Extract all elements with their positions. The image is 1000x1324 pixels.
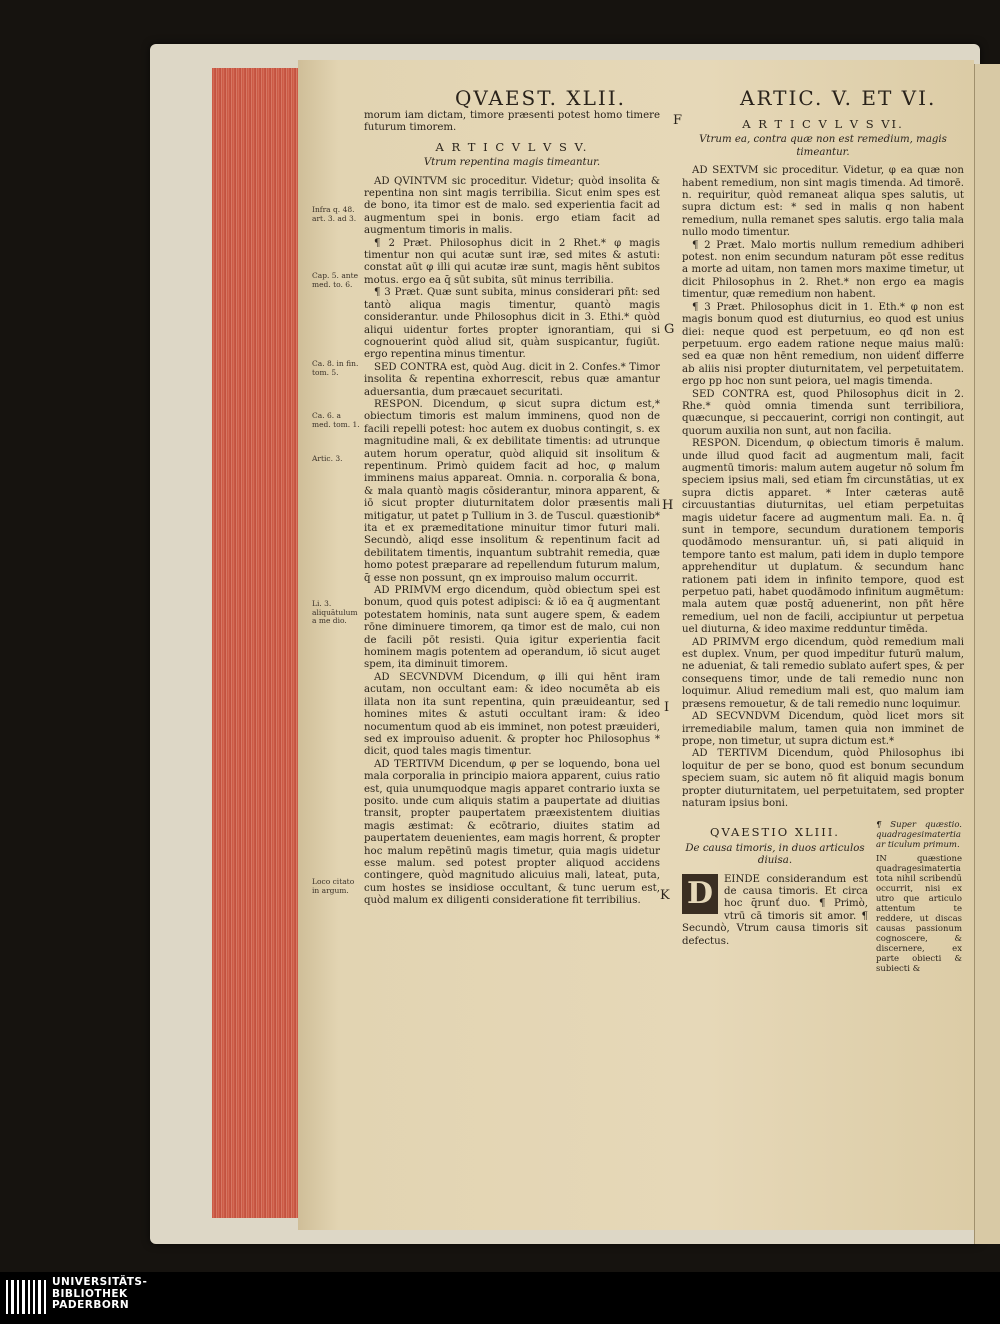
paragraph: AD SECVNDVM Dicendum, φ illi qui hēnt iram acutam, non occultant eam: & ideo nocumēta ab eis illata non ita sunt repentina, quin præuideantur, sed homines mites & astuti occultant iram: & ideo nocumentum quod ab eis imminet, non potest præuideri, sed ex improuiso aduenit. & propter hoc Philosophus * dicit, quod tales magis timentur. xyxy=(364,671,660,758)
article-title: Vtrum ea, contra quæ non est remedium, magis timeantur. xyxy=(699,134,947,158)
paragraph: AD PRIMVM ergo dicendum, quòd remedium mali est duplex. Vnum, per quod impeditur futurū malum, ne adueniat, & tali remedio sublato aufert spes, & per consequens timor, unde de tali remedio nunc non loquimur. Aliud remedium mali est, quo malum iam præsens remouetur, & de tali remedio nunc loquimur. xyxy=(682,636,964,710)
side-letter: H xyxy=(662,498,674,513)
library-name-line: BIBLIOTHEK xyxy=(52,1287,128,1300)
question-title: De causa timoris, in duos articulos diuisa. xyxy=(685,842,865,867)
paragraph: ¶ 3 Præt. Quæ sunt subita, minus considerari pñt: sed tantò aliqua magis timentur, quantò magis considerantur. unde Philosophus dicit in 3. Ethi.* quòd aliqui uidentur fortes propter ignorantiam, qui si cognouerint quòd aliud sit, quàm suspicantur, fugiūt. ergo repentina minus timentur. xyxy=(364,287,660,361)
right-column xyxy=(682,112,964,1222)
paragraph: AD SECVNDVM Dicendum, quòd licet mors sit irremediabile malum, tamen quia non imminet de prope, non timetur, ut supra dictum est.* xyxy=(682,711,964,747)
paragraph: AD QVINTVM sic proceditur. Videtur; quòd insolita & repentina non sint magis terribilia. Sicut enim spes est de bono, ita timor est de malo. sed experientia facit ad augmentum spei in bonis. ergo etiam facit ad augmentum timoris in malis. xyxy=(364,175,660,237)
commentary-head: ¶ Super quæstio. quadragesimatertia ar ticulum primum. xyxy=(876,820,962,851)
margin-note: Artic. 3. xyxy=(312,454,343,463)
question-text: EINDE considerandum est de causa timoris. Et circa hoc q̄runť duo. ¶ Primò, vtrū cā timoris sit amor. ¶ Secundò, Vtrum causa timoris sit defectus. xyxy=(682,873,868,947)
decorated-initial: D xyxy=(682,874,718,914)
article-title: Vtrum repentina magis timeantur. xyxy=(423,157,601,169)
library-name xyxy=(52,1277,147,1312)
running-head-left: QVAEST. XLII. xyxy=(455,86,627,110)
question-heading: QVAESTIO XLIII. xyxy=(710,825,840,840)
margin-note: Loco citato in argum. xyxy=(312,877,355,895)
paragraph: ¶ 2 Præt. Philosophus dicit in 2 Rhet.* φ magis timentur non qui acutæ sunt iræ, sed mites & astuti: constat aūt φ illi qui acutæ iræ sunt, magis hēnt subitos motus. ergo ea q̄ sūt subita, sūt minus terribilia. xyxy=(364,237,660,286)
margin-note: Infra q. 48. art. 3. ad 3. xyxy=(312,205,357,223)
library-name-line: PADERBORN xyxy=(52,1299,130,1311)
left-column xyxy=(364,110,660,1220)
side-letter: G xyxy=(664,322,675,337)
question-main xyxy=(682,820,868,974)
paragraph: AD TERTIVM Dicendum, quòd Philosophus ibi loquitur de per se bono, quod est bonum secundum speciem suam, sic autem nō fit aliquid magis bonum propter diuturnitatem, uel perpetuitatem, sed propter naturam ipsius boni. xyxy=(682,748,964,809)
commentary-note xyxy=(876,820,962,974)
side-letter: F xyxy=(673,113,683,128)
paragraph: RESPON. Dicendum, φ obiectum timoris ē malum. unde illud quod facit ad augmentum mali, facit augmentū timoris: malum autem augetur nō solum f̄m speciem ipsius mali, sed etiam f̄m circunstātias, ut ex supra dictis apparet. * Inter cæteras autē circuustantias diuturnitas, uel etiam perpetuitas magis uidetur facere ad augmentum mali. Ea. n. q̄ sunt in tempore, secundum durationem temporis quodāmodo mensurantur. un̄, si pati aliquid in tempore tanto est malum, pati idem in duplo tempore apprehenditur ut duplatum. & secundum hanc rationem pati idem in infinito tempore, quod est perpetuo pati, habet quodāmodo infinitum augmētum: mala autem quæ postq̄ aduenerint, non pñt hēre remedium, uel non de facili, accipiuntur ut perpetua uel diuturna, & ideo maxime redduntur timēda. xyxy=(682,438,964,636)
paragraph: ¶ 2 Præt. Malo mortis nullum remedium adhiberi potest. non enim secundum naturam pōt esse reditus a morte ad uitam, non tamen mors maxime timetur, ut dicit Philosophus in 2. Rhet.* non ergo ea magis timentur, quæ remedium non habent. xyxy=(682,239,964,301)
paragraph: SED CONTRA est, quòd Aug. dicit in 2. Confes.* Timor insolita & repentina exhorrescit, rebus quæ amantur aduersantia, dum præcauet securitati. xyxy=(364,361,660,398)
margin-note: Cap. 5. ante med. to. 6. xyxy=(312,271,359,289)
commentary-text: IN quæstione quadragesimatertia tota nihil scribendū occurrit, nisi ex utro que articulo attentum te reddere, ut discas causas passionum cognoscere, & discernere, ex parte obiecti & subiecti & xyxy=(876,854,962,975)
running-head-right: ARTIC. V. ET VI. xyxy=(740,86,937,110)
margin-note: Ca. 8. in fin. tom. 5. xyxy=(312,359,359,377)
margin-note: Ca. 6. a med. tom. 1. xyxy=(312,411,360,429)
question-section xyxy=(682,820,964,974)
paragraph: AD PRIMVM ergo dicendum, quòd obiectum spei est bonum, quod quis potest adipisci: & iō ea q̄ augmentant potestatem hominis, nata sunt augere spem, & eadem rōne diminuere timorem, qa timor est de malo, cui non de facili pōt resisti. Quia igitur experientia facit hominem magis potentem ad operandum, iō sicut auget spem, ita diminuit timorem. xyxy=(364,585,660,671)
paragraph: RESPON. Dicendum, φ sicut supra dictum est,* obiectum timoris est malum imminens, quod non de facili repelli potest: hoc autem ex duobus contingit, s. ex magnitudine mali, & ex debilitate timentis: ad utrunque autem horum operatur, quòd aliquid sit insolitum & repentinum. Primò quidem facit ad hoc, φ malum imminens maius appareat. Omnia. n. corporalia & bona, & mala quantò magis cōsiderantur, minora apparent, & iō sicut propter diuturnitatem dolor præsentis mali mitigatur, ut patet p Tullium in 3. de Tuscul. quæstionib* ita et ex præmeditatione minuitur timor futuri mali. Secundò, aliqd esse insolitum & repentinum facit ad debilitatem timentis, inquantum subtrahit remedia, quæ homo potest præparare ad repellendum futurum malum, q̄ esse non possunt, qn ex improuiso malum occurrit. xyxy=(364,398,660,584)
library-logo-icon xyxy=(6,1280,46,1314)
paragraph: ¶ 3 Præt. Philosophus dicit in 1. Eth.* φ non est magis bonum quod est diuturnius, eo quod est unius diei: neque quod est perpetuum, eo qđ non est perpetuum. ergo eadem ratione neque maius malū: sed ea quæ non hēnt remedium, non uidenť differre ab aliis nisi propter diuturnitatem, vel perpetuitatem. ergo pp hoc non sunt peiora, uel magis timenda. xyxy=(682,301,964,388)
page-edges xyxy=(212,68,299,1218)
article-heading: A R T I C V L V S VI. xyxy=(742,117,904,131)
facing-page-edge xyxy=(974,64,1000,1244)
library-name-line: UNIVERSITÄTS- xyxy=(52,1276,148,1288)
article-heading: A R T I C V L V S V. xyxy=(435,139,589,154)
intro-text: morum iam dictam, timore præsenti potest homo timere futurum timorem. xyxy=(364,110,660,134)
library-footer xyxy=(0,1272,1000,1324)
paragraph: SED CONTRA est, quod Philosophus dicit in 2. Rhe.* quòd omnia timenda sunt terribiliora, quæcunque, si peccauerint, corrigi non contingit, aut quorum auxilia non sunt, aut non facilia. xyxy=(682,388,964,437)
side-letter: I xyxy=(664,700,670,715)
side-letter: K xyxy=(660,888,670,903)
paragraph: AD TERTIVM Dicendum, φ per se loquendo, bona uel mala corporalia in principio maiora apparent, cuius ratio est, quia unumquodque magis apparet contrario iuxta se posito. unde cum aliquis statim a paupertate ad diuitias transit, propter paupertatem præexistentem diuitias magis æstimat: & ecōtrario, diuites statim ad paupertatem deuenientes, eam magis horrent, & propter hoc malum repētinū magis timetur, quia magis uidetur esse malum. sed potest propter aliquod accidens contingere, quòd magnitudo alicuius mali, lateat, puta, cum hostes se insidiose occultant, & tunc uerum est, quòd malum ex diligenti consideratione fit terribilius. xyxy=(364,758,660,907)
paragraph: AD SEXTVM sic proceditur. Videtur, φ ea quæ non habent remedium, non sint magis timenda. Ad timorē. n. requiritur, quòd remaneat aliqua spes salutis, ut supra dictum est: * sed in malis q non habent remedium, nulla remanet spes salutis. ergo talia mala nullo modo timentur. xyxy=(682,165,964,239)
margin-note: Li. 3. aliquātulum a me dio. xyxy=(312,599,358,625)
